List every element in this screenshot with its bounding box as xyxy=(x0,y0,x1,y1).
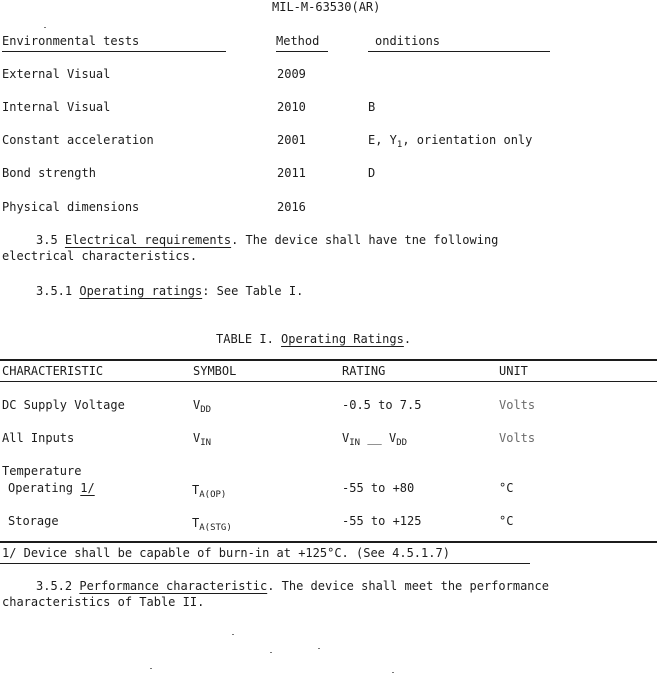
row-characteristic-sub: Operating 1/ xyxy=(8,481,95,495)
row-rating: -0.5 to 7.5 xyxy=(342,398,422,412)
env-row-test: Bond strength xyxy=(2,166,96,180)
row-symbol: $V_{IN}$ xyxy=(193,431,212,448)
env-row-method: 2010 xyxy=(277,100,306,114)
section-3-5-line1: 3.5 Electrical requirements. The device shall have tne following xyxy=(36,233,499,247)
table-footnote: 1/ Device shall be capable of burn-in at +125°C. (See 4.5.1.7) xyxy=(2,546,450,560)
env-header-method: Method xyxy=(276,34,320,48)
table-top-rule xyxy=(0,359,657,361)
table-header-rule xyxy=(0,381,657,382)
speck xyxy=(44,27,46,28)
row-symbol: $T_{A(STG)}$ xyxy=(192,516,232,533)
env-row-condition: D xyxy=(368,166,376,180)
row-characteristic: All Inputs xyxy=(2,431,75,445)
row-rating: -55 to +80 xyxy=(342,481,415,495)
speck xyxy=(392,672,394,673)
row-unit: Volts xyxy=(499,431,536,445)
env-header-conditions: onditions xyxy=(375,34,441,48)
env-header-rule xyxy=(276,51,328,52)
section-3-5-1: 3.5.1 Operating ratings: See Table I. xyxy=(36,284,304,298)
footnote-ref: 1/ xyxy=(80,481,95,495)
row-unit: °C xyxy=(499,481,514,495)
env-row-method: 2016 xyxy=(277,200,306,214)
col-header-characteristic: CHARACTERISTIC xyxy=(2,364,104,378)
row-symbol: $V_{DD}$ xyxy=(193,398,212,415)
env-row-test: Internal Visual xyxy=(2,100,111,114)
table-caption-title: Operating Ratings xyxy=(281,332,404,346)
row-unit: Volts xyxy=(499,398,536,412)
env-row-method: 2001 xyxy=(277,133,306,147)
col-header-unit: UNIT xyxy=(499,364,528,378)
speck xyxy=(270,652,272,653)
speck xyxy=(232,634,234,635)
row-symbol: $T_{A(OP)}$ xyxy=(192,483,227,500)
document-id: MIL-M-63530(AR) xyxy=(272,0,381,14)
row-rating: $V_{IN}$ __ $V_{DD}$ xyxy=(342,431,408,448)
col-header-rating: RATING xyxy=(342,364,386,378)
section-3-5-2-title: Performance characteristic xyxy=(79,579,268,593)
env-row-condition: B xyxy=(368,100,376,114)
row-rating: -55 to +125 xyxy=(342,514,422,528)
speck xyxy=(318,648,320,649)
row-characteristic: Storage xyxy=(8,514,59,528)
section-3-5-1-title: Operating ratings xyxy=(79,284,203,298)
section-3-5-2-line2: characteristics of Table II. xyxy=(2,595,205,609)
section-3-5-line2: electrical characteristics. xyxy=(2,249,198,263)
table-caption: TABLE I. Operating Ratings. xyxy=(216,332,412,346)
row-characteristic: DC Supply Voltage xyxy=(2,398,125,412)
env-header-test: Environmental tests xyxy=(2,34,140,48)
row-characteristic: Temperature xyxy=(2,464,82,478)
env-row-method: 2011 xyxy=(277,166,306,180)
row-unit: °C xyxy=(499,514,514,528)
section-3-5-2-line1: 3.5.2 Performance characteristic. The device shall meet the performance xyxy=(36,579,549,593)
env-row-test: Constant acceleration xyxy=(2,133,154,147)
env-row-method: 2009 xyxy=(277,67,306,81)
env-row-condition: E, $Y_1$, orientation only xyxy=(368,133,533,150)
env-header-rule xyxy=(368,51,550,52)
speck xyxy=(150,668,152,669)
col-header-symbol: SYMBOL xyxy=(193,364,237,378)
env-row-test: Physical dimensions xyxy=(2,200,140,214)
table-bottom-rule xyxy=(0,541,657,543)
section-3-5-title: Electrical requirements xyxy=(64,233,232,247)
footnote-rule xyxy=(0,563,530,564)
env-header-rule xyxy=(2,51,226,52)
env-row-test: External Visual xyxy=(2,67,111,81)
